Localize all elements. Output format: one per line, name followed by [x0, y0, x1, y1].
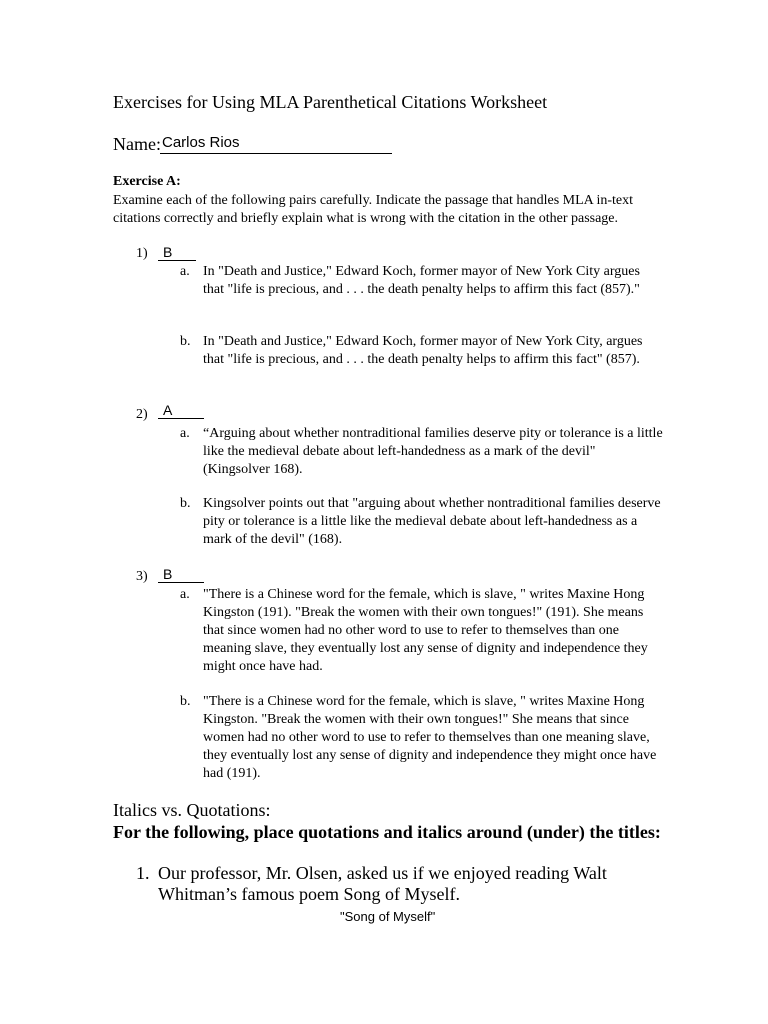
- question-2-option-a-letter: a.: [180, 426, 190, 441]
- italics-item-1-number: 1.: [136, 863, 150, 883]
- question-3-answer[interactable]: B: [158, 567, 204, 583]
- italics-item-1-answer[interactable]: "Song of Myself": [340, 909, 436, 924]
- question-2-number: 2): [136, 407, 148, 422]
- worksheet-title: Exercises for Using MLA Parenthetical Citations Worksheet: [113, 92, 548, 112]
- question-2-option-b-letter: b.: [180, 496, 191, 511]
- italics-section-instructions: For the following, place quotations and italics around (under) the titles:: [113, 822, 661, 842]
- question-1-option-b-text: In "Death and Justice," Edward Koch, former mayor of New York City, argues that "life is precious, and . . . the death penalty helps to affirm this fact" (857).: [203, 334, 643, 367]
- name-field-value[interactable]: Carlos Rios: [162, 134, 240, 151]
- name-underline: [160, 153, 392, 154]
- question-3-option-a-text: "There is a Chinese word for the female, which is slave, " writes Maxine Hong Kingston (191). "Break the women with their own tongues!" (191). She means that since women had no other word to use to refer to themselves than one meaning slave, they eventually lost any sense of dignity and independence they might once have had.: [203, 587, 648, 674]
- question-2-option-b-text: Kingsolver points out that "arguing about whether nontraditional families deserve pity or tolerance is a little like the medieval debate about left-handedness as a mark of the devil" (168).: [203, 496, 661, 547]
- question-1-option-a-letter: a.: [180, 264, 190, 279]
- italics-section-title: Italics vs. Quotations:: [113, 800, 271, 820]
- question-1-number: 1): [136, 246, 148, 261]
- question-3-number: 3): [136, 569, 148, 584]
- question-1-option-a-text: In "Death and Justice," Edward Koch, former mayor of New York City argues that "life is precious, and . . . the death penalty helps to affirm this fact (857).": [203, 264, 640, 297]
- question-1-answer[interactable]: B: [158, 245, 196, 261]
- question-2-answer[interactable]: A: [158, 403, 204, 419]
- question-1-option-b-letter: b.: [180, 334, 191, 349]
- question-2-option-a-text: “Arguing about whether nontraditional families deserve pity or tolerance is a little like the medieval debate about left-handedness as a mark of the devil" (Kingsolver 168).: [203, 426, 663, 477]
- name-label: Name:: [113, 134, 161, 154]
- exercise-a-instructions: Examine each of the following pairs carefully. Indicate the passage that handles MLA in-text citations correctly and briefly explain what is wrong with the citation in the other passage.: [113, 193, 634, 226]
- italics-item-1-text: Our professor, Mr. Olsen, asked us if we enjoyed reading Walt Whitman’s famous poem Song of Myself.: [158, 863, 607, 904]
- exercise-a-heading: Exercise A:: [113, 174, 181, 189]
- question-3-option-a-letter: a.: [180, 587, 190, 602]
- question-3-option-b-letter: b.: [180, 694, 191, 709]
- question-3-option-b-text: "There is a Chinese word for the female, which is slave, " writes Maxine Hong Kingston. "Break the women with their own tongues!" She means that since women had no other word to use to refer to themselves than one meaning slave, they eventually lost any sense of dignity and independence they might once have had (191).: [203, 694, 657, 781]
